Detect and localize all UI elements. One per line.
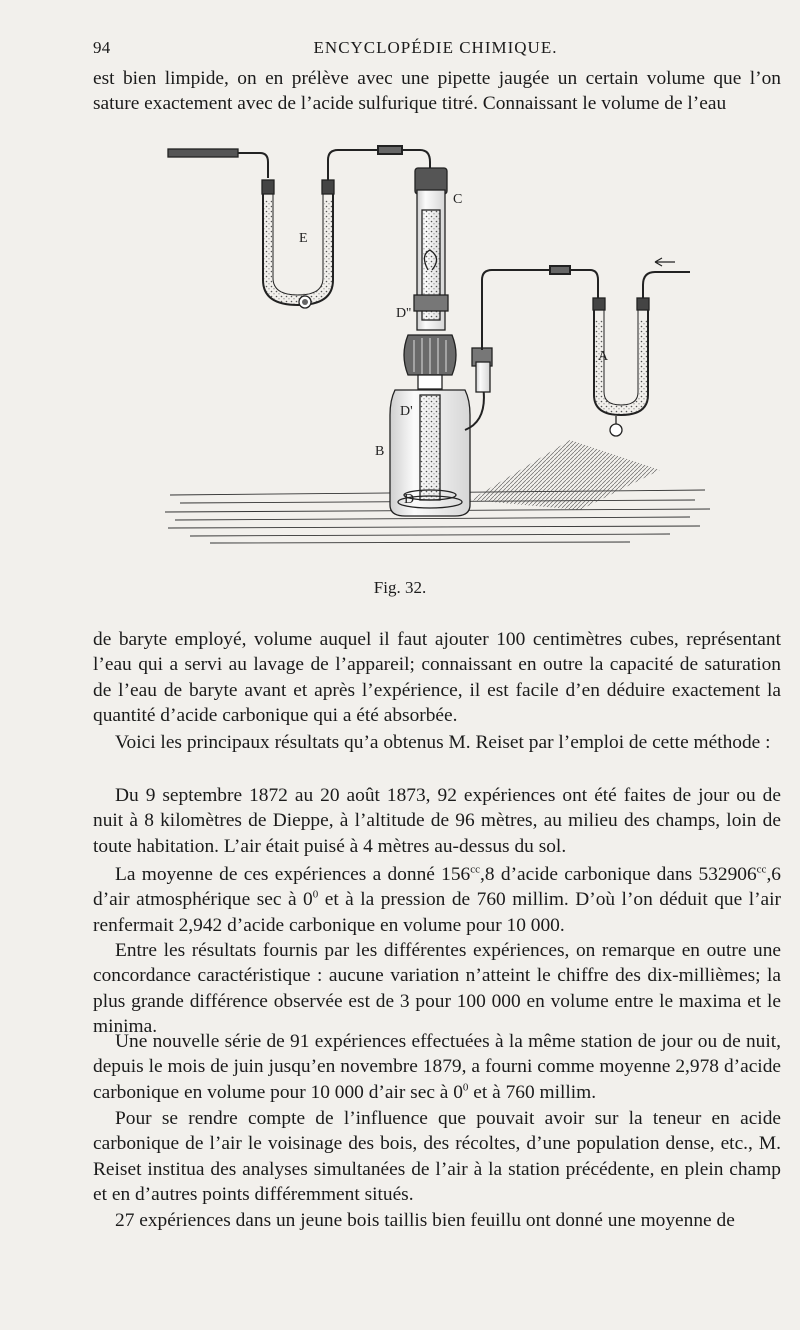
superscript-cc-1: cc — [470, 863, 481, 876]
label-c: C — [453, 192, 463, 207]
paragraph-5-part-c: ,6 d’air atmosphérique sec à 0 — [93, 864, 781, 911]
paragraph-8: Pour se rendre compte de l’influence que pouvait avoir sur la teneur en acide carbonique de l’air le voisinage des bois, des récoltes, d’une population dense, etc., M. Reiset institua des analyses simultanées de l’air à la station précédente, en plein champ et en d’autres points différemment situés. — [93, 1108, 781, 1206]
paragraph-5-part-b: ,8 d’acide carbonique dans 532906 — [480, 864, 757, 885]
paragraph-3: Voici les principaux résultats qu’a obtenus M. Reiset par l’emploi de cette méthode : — [115, 732, 771, 753]
u-tube-a — [593, 258, 690, 436]
superscript-degree-2: 0 — [462, 1081, 469, 1094]
u-tube-e — [168, 149, 334, 308]
tube-c — [414, 168, 448, 330]
paragraph-6: Entre les résultats fournis par les différentes expériences, on remarque en outre une concordance caractéristique : aucune variation n’atteint le chiffre des dix-millièmes; la plus grande différence observée est de 3 pour 100 000 en volume entre le maxima et le minima. — [93, 940, 781, 1038]
figure-32 — [150, 140, 710, 565]
superscript-degree-1: 0 — [312, 888, 319, 901]
paragraph-7 — [93, 1029, 781, 1105]
label-b: B — [375, 444, 385, 459]
label-d: D — [404, 492, 415, 507]
running-title: ENCYCLOPÉDIE CHIMIQUE. — [313, 38, 558, 57]
superscript-cc-2: cc — [756, 863, 767, 876]
label-a: A — [598, 349, 609, 364]
paragraph-5-part-d: et à la pression de 760 millim. D’où l’on déduit que l’air renfermait 2,942 d’acide carbonique en volume pour 10 000. — [93, 889, 781, 936]
paragraph-1: est bien limpide, on en prélève avec une pipette jaugée un certain volume que l’on sature exactement avec de l’acide sulfurique titré. Connaissant le volume de l’eau — [93, 68, 781, 115]
paragraph-2: de baryte employé, volume auquel il faut ajouter 100 centimètres cubes, représentant l’eau qui a servi au lavage de l’appareil; connaissant en outre la capacité de saturation de l’eau de baryte avant et après l’expérience, il est facile d’en déduire exactement la quantité d’acide carbonique qui a été absorbée. — [93, 629, 781, 727]
paragraph-5 — [93, 862, 781, 938]
paragraph-4: Du 9 septembre 1872 au 20 août 1873, 92 expériences ont été faites de jour ou de nuit à 8 kilomètres de Dieppe, à l’altitude de 96 mètres, au milieu des champs, loin de toute habitation. L’air était puisé à 4 mètres au-dessus du sol. — [93, 785, 781, 857]
gas-absorption-apparatus-illustration — [150, 140, 710, 565]
page-header — [93, 38, 778, 62]
paragraph-9: 27 expériences dans un jeune bois taillis bien feuillu ont donné une moyenne de — [115, 1210, 735, 1231]
figure-caption: Fig. 32. — [373, 578, 427, 597]
connector-tube-a — [482, 266, 598, 350]
paragraph-7-part-b: et à 760 millim. — [468, 1081, 597, 1103]
paragraph-5-part-a: La moyenne de ces expériences a donné 156 — [115, 864, 471, 885]
label-e: E — [299, 231, 308, 246]
jar-b — [390, 335, 492, 516]
page-number: 94 — [93, 38, 111, 57]
label-d-prime: D' — [400, 404, 413, 419]
paragraph-7-part-a: Une nouvelle série de 91 expériences effectuées à la même station de jour ou de nuit, depuis le mois de juin jusqu’en novembre 1879, a fourni comme moyenne 2,978 d’acide carbonique en volume pour 10 000 d’air sec à 0 — [93, 1031, 781, 1103]
label-d-double-prime: D'' — [396, 306, 412, 321]
